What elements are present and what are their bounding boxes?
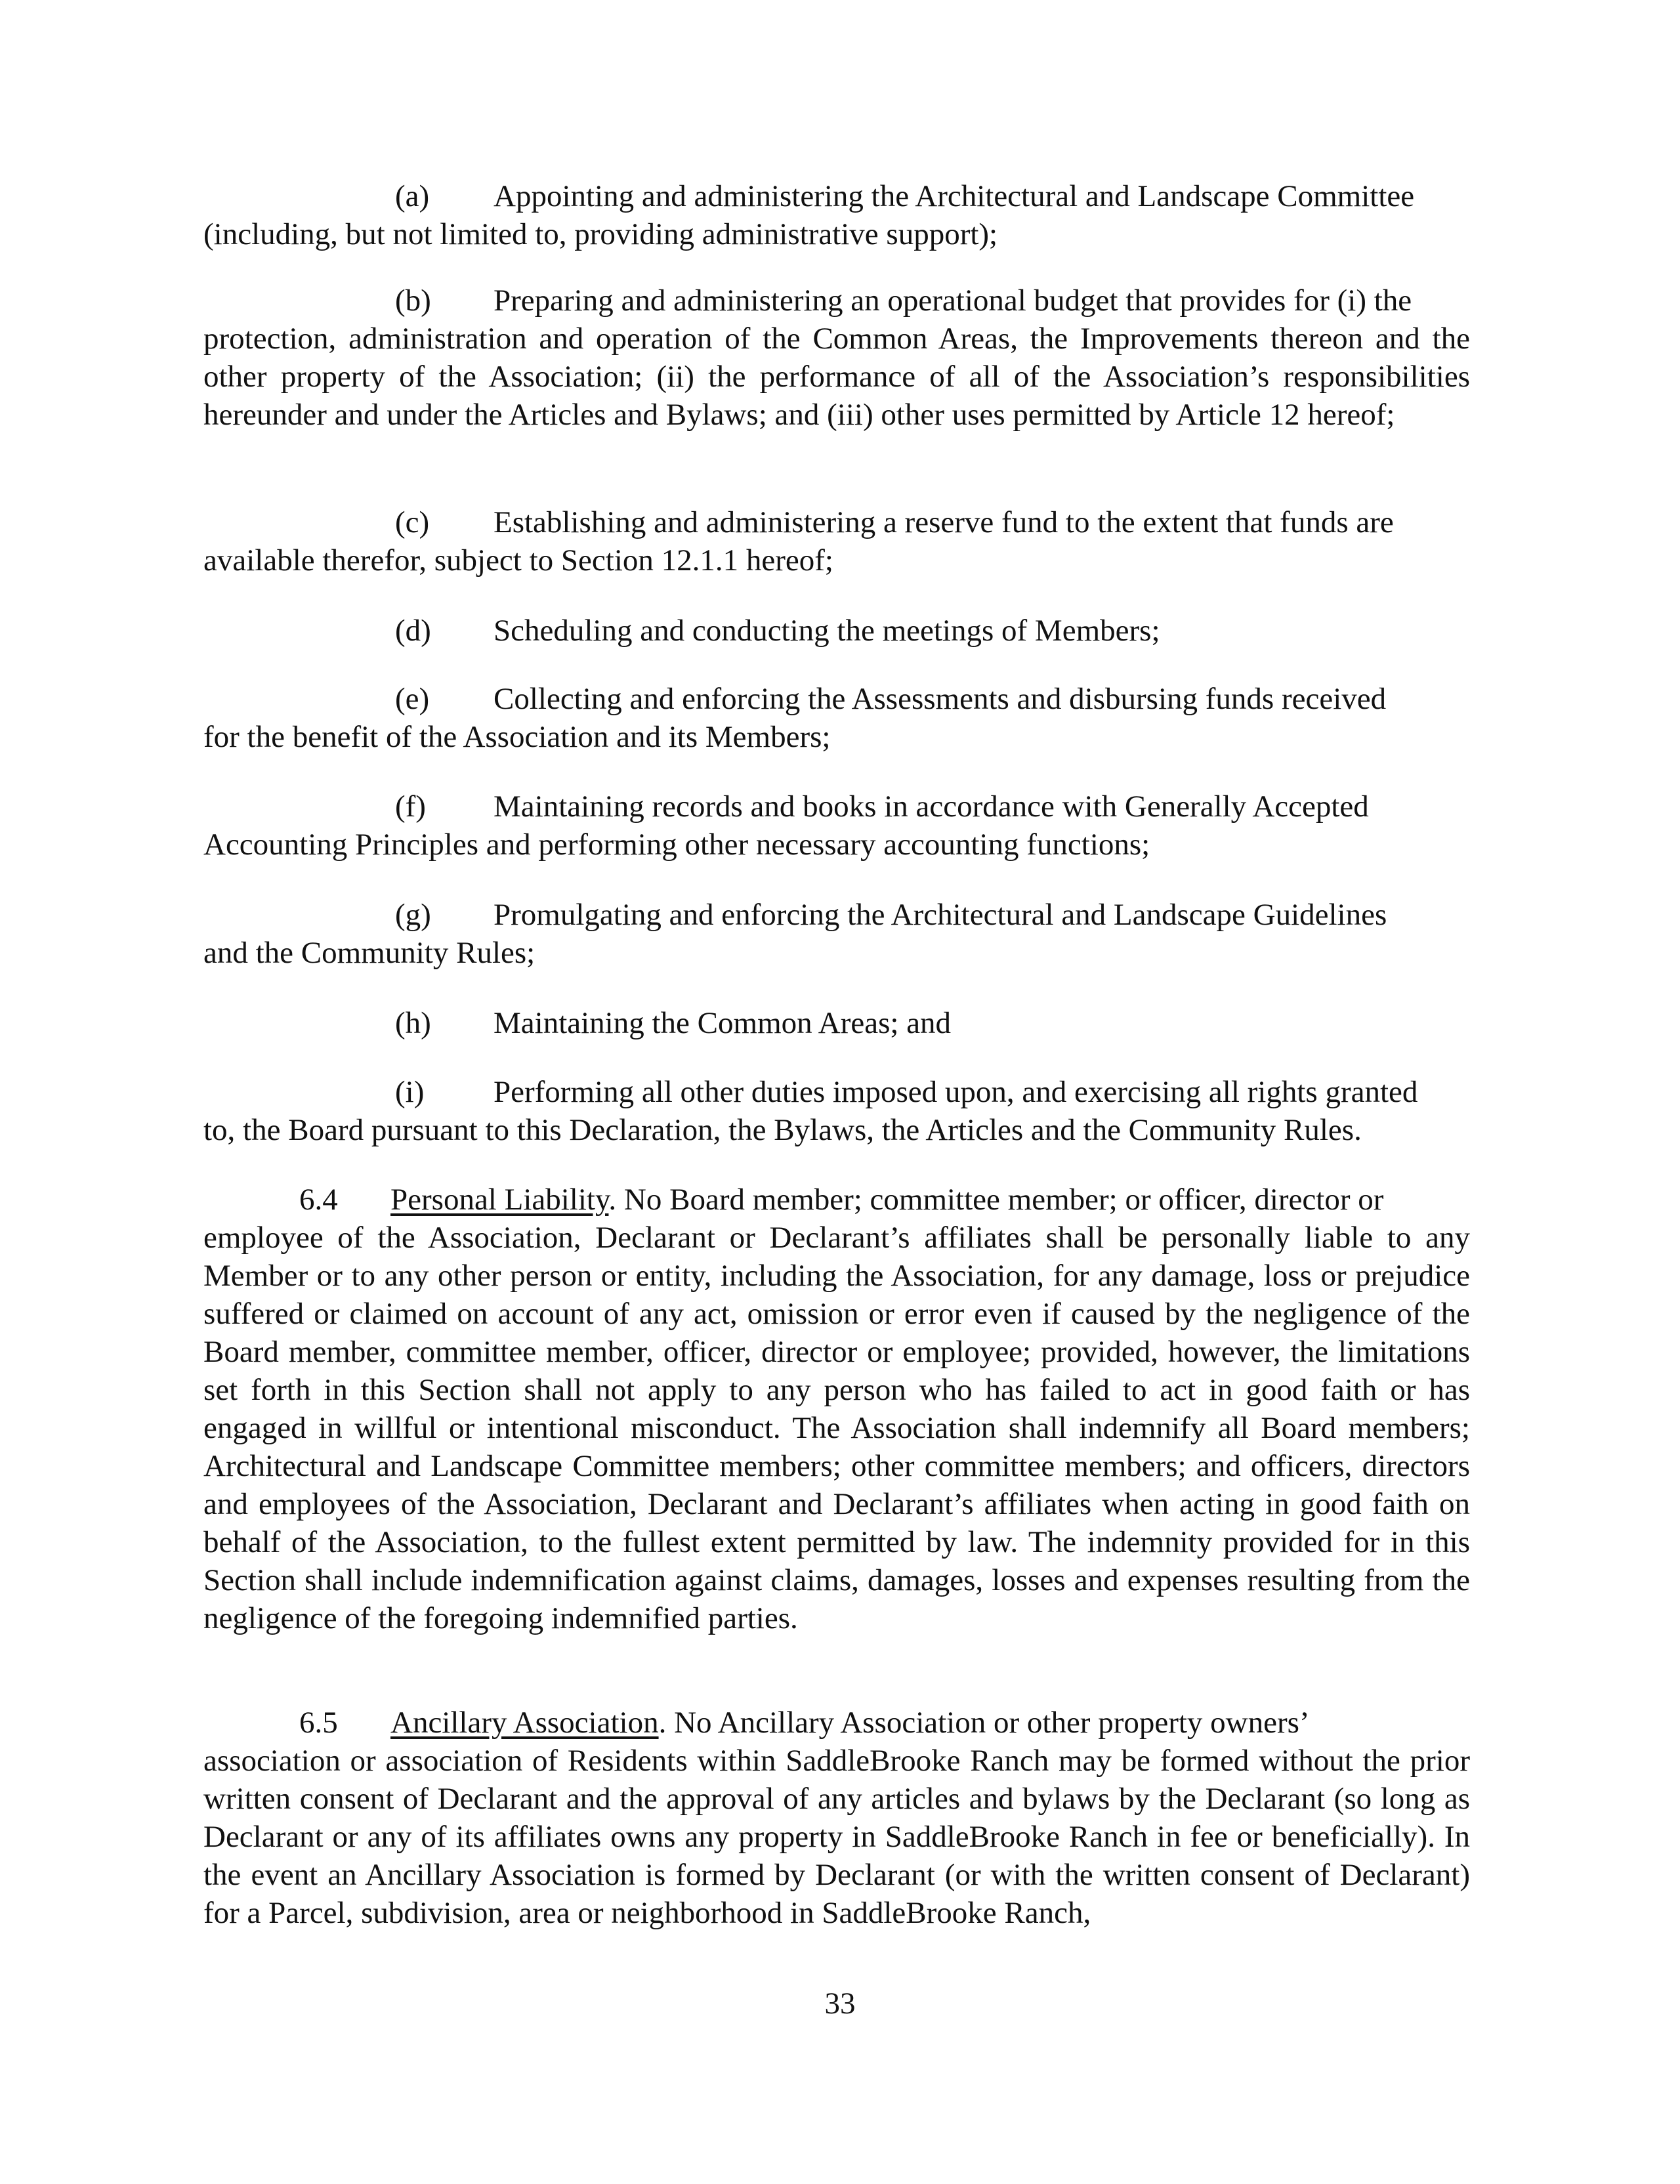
- item-marker: (b): [395, 284, 431, 318]
- item-text-continued: Accounting Principles and performing other necessary accounting functions;: [203, 828, 1150, 862]
- item-text-continued: for the benefit of the Association and its Members;: [203, 720, 831, 754]
- item-text-continued: available therefor, subject to Section 12.1.1 hereof;: [203, 543, 833, 578]
- item-text: Collecting and enforcing the Assessments and disbursing funds received: [494, 682, 1387, 716]
- section-number: 6.5: [299, 1706, 338, 1740]
- section-text-continued: employee of the Association, Declarant or Declarant’s affiliates shall be personally liable to any Member or to any other person or entity, including the Association, for any damage, loss or prejudice suffered or claimed on account of any act, omission or error even if caused by the negligence of the Board member, committee member, officer, director or employee; provided, however, the limitations set forth in this Section shall not apply to any person who has failed to act in good faith or has engaged in willful or intentional misconduct. The Association shall indemnify all Board members; Architectural and Landscape Committee members; other committee members; and officers, directors and employees of the Association, Declarant and Declarant’s affiliates when acting in good faith on behalf of the Association, to the fullest extent permitted by law. The indemnity provided for in this Section shall include indemnification against claims, damages, losses and expenses resulting from the negligence of the foregoing indemnified parties.: [203, 1221, 1470, 1635]
- item-text-continued: (including, but not limited to, providing administrative support);: [203, 217, 998, 251]
- item-text: Preparing and administering an operational budget that provides for (i) the: [494, 284, 1412, 318]
- item-marker: (e): [395, 682, 430, 716]
- item-text-continued: protection, administration and operation of the Common Areas, the Improvements thereon and the other property of the Association; (ii) the performance of all of the Association’s responsibilities hereunder and under the Articles and Bylaws; and (iii) other uses permitted by Article 12 hereof;: [203, 322, 1470, 432]
- list-item-f: [203, 788, 1470, 864]
- list-item-b: [203, 282, 1470, 434]
- list-item-i: [203, 1073, 1470, 1149]
- item-text: Scheduling and conducting the meetings of Members;: [494, 614, 1160, 648]
- list-item-h: [203, 1004, 1470, 1042]
- item-marker: (a): [395, 179, 430, 213]
- item-marker: (f): [395, 789, 426, 824]
- item-marker: (g): [395, 898, 431, 932]
- section-title: Personal Liability: [390, 1183, 609, 1217]
- item-marker: (i): [395, 1075, 425, 1109]
- item-marker: (d): [395, 614, 431, 648]
- list-item-d: [203, 612, 1470, 650]
- item-text-continued: to, the Board pursuant to this Declaration, the Bylaws, the Articles and the Community Rules.: [203, 1113, 1362, 1147]
- section-text: . No Ancillary Association or other property owners’: [658, 1706, 1310, 1740]
- section-6-5: [203, 1704, 1470, 1932]
- section-text-continued: association or association of Residents within SaddleBrooke Ranch may be formed without the prior written consent of Declarant and the approval of any articles and bylaws by the Declarant (so long as Declarant or any of its affiliates owns any property in SaddleBrooke Ranch in fee or beneficially). In the event an Ancillary Association is formed by Declarant (or with the written consent of Declarant) for a Parcel, subdivision, area or neighborhood in SaddleBrooke Ranch,: [203, 1744, 1470, 1930]
- item-text: Performing all other duties imposed upon, and exercising all rights granted: [494, 1075, 1418, 1109]
- page-number: 33: [824, 1986, 856, 2021]
- item-marker: (c): [395, 505, 430, 539]
- section-6-4: [203, 1181, 1470, 1637]
- item-marker: (h): [395, 1006, 431, 1040]
- list-item-e: [203, 680, 1470, 756]
- item-text: Establishing and administering a reserve fund to the extent that funds are: [494, 505, 1394, 539]
- item-text: Maintaining the Common Areas; and: [494, 1006, 952, 1040]
- section-number: 6.4: [299, 1183, 338, 1217]
- list-item-a: [203, 177, 1470, 253]
- list-item-g: [203, 896, 1470, 972]
- section-title: Ancillary Association: [390, 1706, 659, 1740]
- section-text: . No Board member; committee member; or officer, director or: [608, 1183, 1384, 1217]
- item-text: Promulgating and enforcing the Architectural and Landscape Guidelines: [494, 898, 1387, 932]
- list-item-c: [203, 503, 1470, 579]
- item-text-continued: and the Community Rules;: [203, 936, 536, 970]
- item-text: Maintaining records and books in accordance with Generally Accepted: [494, 789, 1369, 824]
- item-text: Appointing and administering the Architectural and Landscape Committee: [494, 179, 1415, 213]
